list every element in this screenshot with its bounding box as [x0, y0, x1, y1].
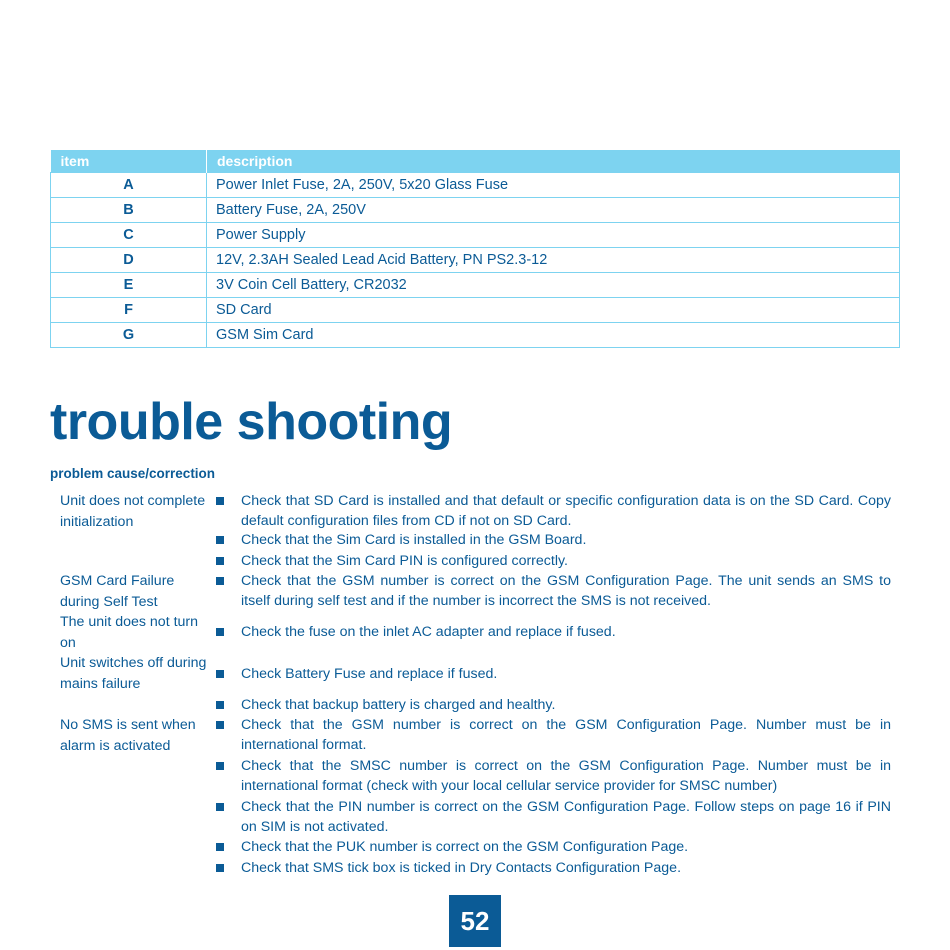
list-item: [216, 858, 891, 878]
page-number: 52: [449, 895, 501, 947]
item-cell: D: [51, 248, 207, 273]
description-cell: Power Supply: [207, 223, 900, 248]
correction-text: Check that the GSM number is correct on the GSM Configuration Page. The unit sends an SMS to itself during self test and if the number is incorrect the SMS is not received.: [241, 573, 891, 609]
bullet-square-icon: [216, 864, 224, 872]
list-item: [216, 695, 891, 715]
problem-label: GSM Card Failure during Self Test: [60, 573, 175, 610]
bullet-square-icon: [216, 843, 224, 851]
list-item: [216, 664, 891, 684]
bullet-square-icon: [216, 803, 224, 811]
bullet-square-icon: [216, 628, 224, 636]
correction-text: Check that SMS tick box is ticked in Dry Contacts Configuration Page.: [241, 860, 682, 876]
correction-text: Check that the Sim Card is installed in the GSM Board.: [241, 532, 587, 548]
bullet-square-icon: [216, 557, 224, 565]
parts-table: [50, 150, 900, 348]
bullet-square-icon: [216, 670, 224, 678]
list-item: [216, 491, 891, 531]
table-header-row: [51, 150, 900, 173]
correction-text: Check that the SMSC number is correct on the GSM Configuration Page. Number must be in international format (check with your local cellular service provider for SMSC number): [241, 758, 891, 794]
bullet-square-icon: [216, 536, 224, 544]
correction-text: Check the fuse on the inlet AC adapter and replace if fused.: [241, 624, 616, 640]
item-cell: B: [51, 198, 207, 223]
correction-text: Check that the Sim Card PIN is configured correctly.: [241, 553, 568, 569]
item-cell: F: [51, 298, 207, 323]
page-title: trouble shooting: [50, 393, 453, 451]
bullet-square-icon: [216, 701, 224, 709]
bullet-square-icon: [216, 762, 224, 770]
item-cell: A: [51, 173, 207, 198]
table-row: [51, 223, 900, 248]
problem-label: Unit switches off during mains failure: [60, 655, 207, 692]
table-row: [51, 298, 900, 323]
list-item: [216, 756, 891, 796]
list-item: [216, 571, 891, 611]
correction-text: Check that the PUK number is correct on the GSM Configuration Page.: [241, 839, 689, 855]
correction-text: Check that backup battery is charged and healthy.: [241, 697, 556, 713]
section-subtitle: problem cause/correction: [50, 466, 216, 481]
item-cell: C: [51, 223, 207, 248]
correction-text: Check that the GSM number is correct on the GSM Configuration Page. Number must be in international format.: [241, 717, 891, 753]
table-row: [51, 198, 900, 223]
problem-label: The unit does not turn on: [60, 614, 199, 651]
problem-label: Unit does not complete initialization: [60, 493, 206, 530]
item-cell: E: [51, 273, 207, 298]
description-cell: Power Inlet Fuse, 2A, 250V, 5x20 Glass Fuse: [207, 173, 900, 198]
column-header-description: description: [207, 150, 900, 173]
list-item: [216, 797, 891, 837]
bullet-square-icon: [216, 577, 224, 585]
problem-label: No SMS is sent when alarm is activated: [60, 717, 196, 754]
bullet-square-icon: [216, 497, 224, 505]
list-item: [216, 622, 891, 642]
table-row: [51, 248, 900, 273]
column-header-item: item: [51, 150, 207, 173]
description-cell: Battery Fuse, 2A, 250V: [207, 198, 900, 223]
description-cell: 12V, 2.3AH Sealed Lead Acid Battery, PN PS2.3-12: [207, 248, 900, 273]
table-row: [51, 273, 900, 298]
list-item: [216, 837, 891, 857]
table-row: [51, 173, 900, 198]
description-cell: GSM Sim Card: [207, 323, 900, 348]
list-item: [216, 530, 891, 550]
description-cell: SD Card: [207, 298, 900, 323]
table-row: [51, 323, 900, 348]
correction-text: Check Battery Fuse and replace if fused.: [241, 666, 498, 682]
list-item: [216, 551, 891, 571]
list-item: [216, 715, 891, 755]
correction-text: Check that SD Card is installed and that default or specific configuration data is on the SD Card. Copy default configuration files from CD if not on SD Card.: [241, 493, 891, 529]
description-cell: 3V Coin Cell Battery, CR2032: [207, 273, 900, 298]
bullet-square-icon: [216, 721, 224, 729]
correction-text: Check that the PIN number is correct on the GSM Configuration Page. Follow steps on page 16 if PIN on SIM is not activated.: [241, 799, 891, 835]
item-cell: G: [51, 323, 207, 348]
